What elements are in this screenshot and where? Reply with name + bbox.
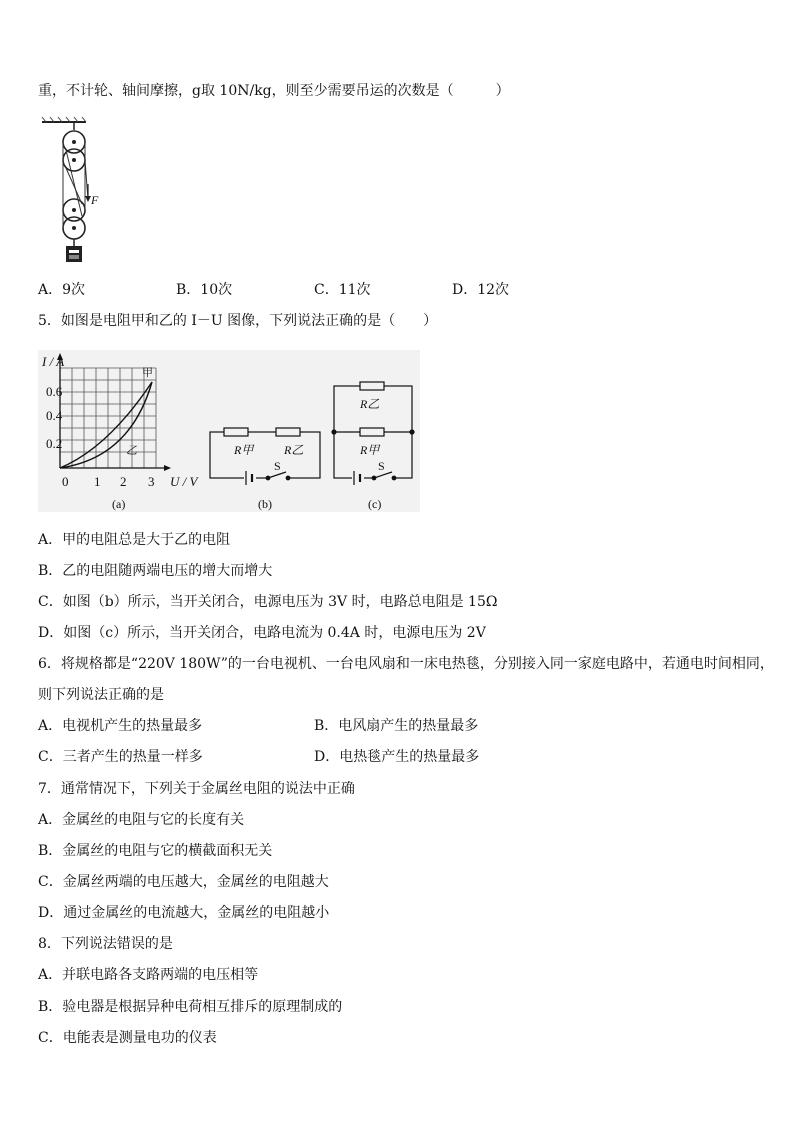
q8-option-b: B．验电器是根据异种电荷相互排斥的原理制成的 [38,999,343,1015]
xtick-3: 3 [148,474,155,489]
q5-option-b: B．乙的电阻随两端电压的增大而增大 [38,563,273,579]
q6-stem-line2: 则下列说法正确的是 [38,687,164,703]
xtick-2: 2 [120,474,127,489]
graph-label-jia: 甲 [142,367,153,379]
q8-option-a: A．并联电路各支路两端的电压相等 [38,967,259,983]
pulley-force-label: F [91,193,99,207]
q7-option-a: A．金属丝的电阻与它的长度有关 [38,812,245,828]
ytick-0.6: 0.6 [46,384,63,399]
q6-option-d: D．电热毯产生的热量最多 [314,749,480,765]
caption-b: (b) [258,497,272,511]
graph-ylabel: I / A [42,354,65,369]
xtick-1: 1 [94,474,101,489]
q6-option-b: B．电风扇产生的热量最多 [314,718,479,734]
q6-option-a: A．电视机产生的热量最多 [38,718,203,734]
q7-option-b: B．金属丝的电阻与它的横截面积无关 [38,843,273,859]
xtick-0: 0 [62,474,69,489]
circuit-b-r1: R甲 [234,443,254,457]
q4-stem-tail: 重，不计轮、轴间摩擦，g取 10N/kg，则至少需要吊运的次数是（ ） [38,83,510,99]
q5-option-c: C．如图（b）所示，当开关闭合，电源电压为 3V 时，电路总电阻是 15Ω [38,594,498,610]
q8-option-c: C．电能表是测量电功的仪表 [38,1030,217,1046]
q4-option-d: D．12次 [452,282,510,298]
ytick-0.4: 0.4 [46,408,63,423]
pulley-figure [38,112,108,270]
q6-stem-line1: 6．将规格都是“220V 180W”的一台电视机、一台电风扇和一床电热毯，分别接入同一家庭电路中，若通电时间相同， [38,656,774,672]
q4-option-a: A．9次 [38,282,86,298]
caption-c: (c) [368,497,382,511]
q5-figure [38,350,420,512]
q5-stem: 5．如图是电阻甲和乙的 I－U 图像，下列说法正确的是（ ） [38,313,438,329]
q8-stem: 8．下列说法错误的是 [38,936,173,952]
graph-label-yi: 乙 [126,445,137,457]
q5-option-d: D．如图（c）所示，当开关闭合，电路电流为 0.4A 时，电源电压为 2V [38,625,486,641]
q4-option-b: B．10次 [176,282,233,298]
q4-option-c: C．11次 [314,282,371,298]
q7-option-c: C．金属丝两端的电压越大，金属丝的电阻越大 [38,874,329,890]
circuit-c-r2: R甲 [360,443,380,457]
q7-stem: 7．通常情况下，下列关于金属丝电阻的说法中正确 [38,781,355,797]
q6-option-c: C．三者产生的热量一样多 [38,749,203,765]
circuit-b-r2: R乙 [284,443,304,457]
caption-a: (a) [112,497,126,511]
circuit-b-switch: S [274,459,281,473]
circuit-c-r1: R乙 [360,397,380,411]
q5-option-a: A．甲的电阻总是大于乙的电阻 [38,532,231,548]
ytick-0.2: 0.2 [46,436,63,451]
circuit-c-switch: S [378,459,385,473]
graph-xlabel: U / V [170,474,198,489]
q7-option-d: D．通过金属丝的电流越大，金属丝的电阻越小 [38,905,330,921]
